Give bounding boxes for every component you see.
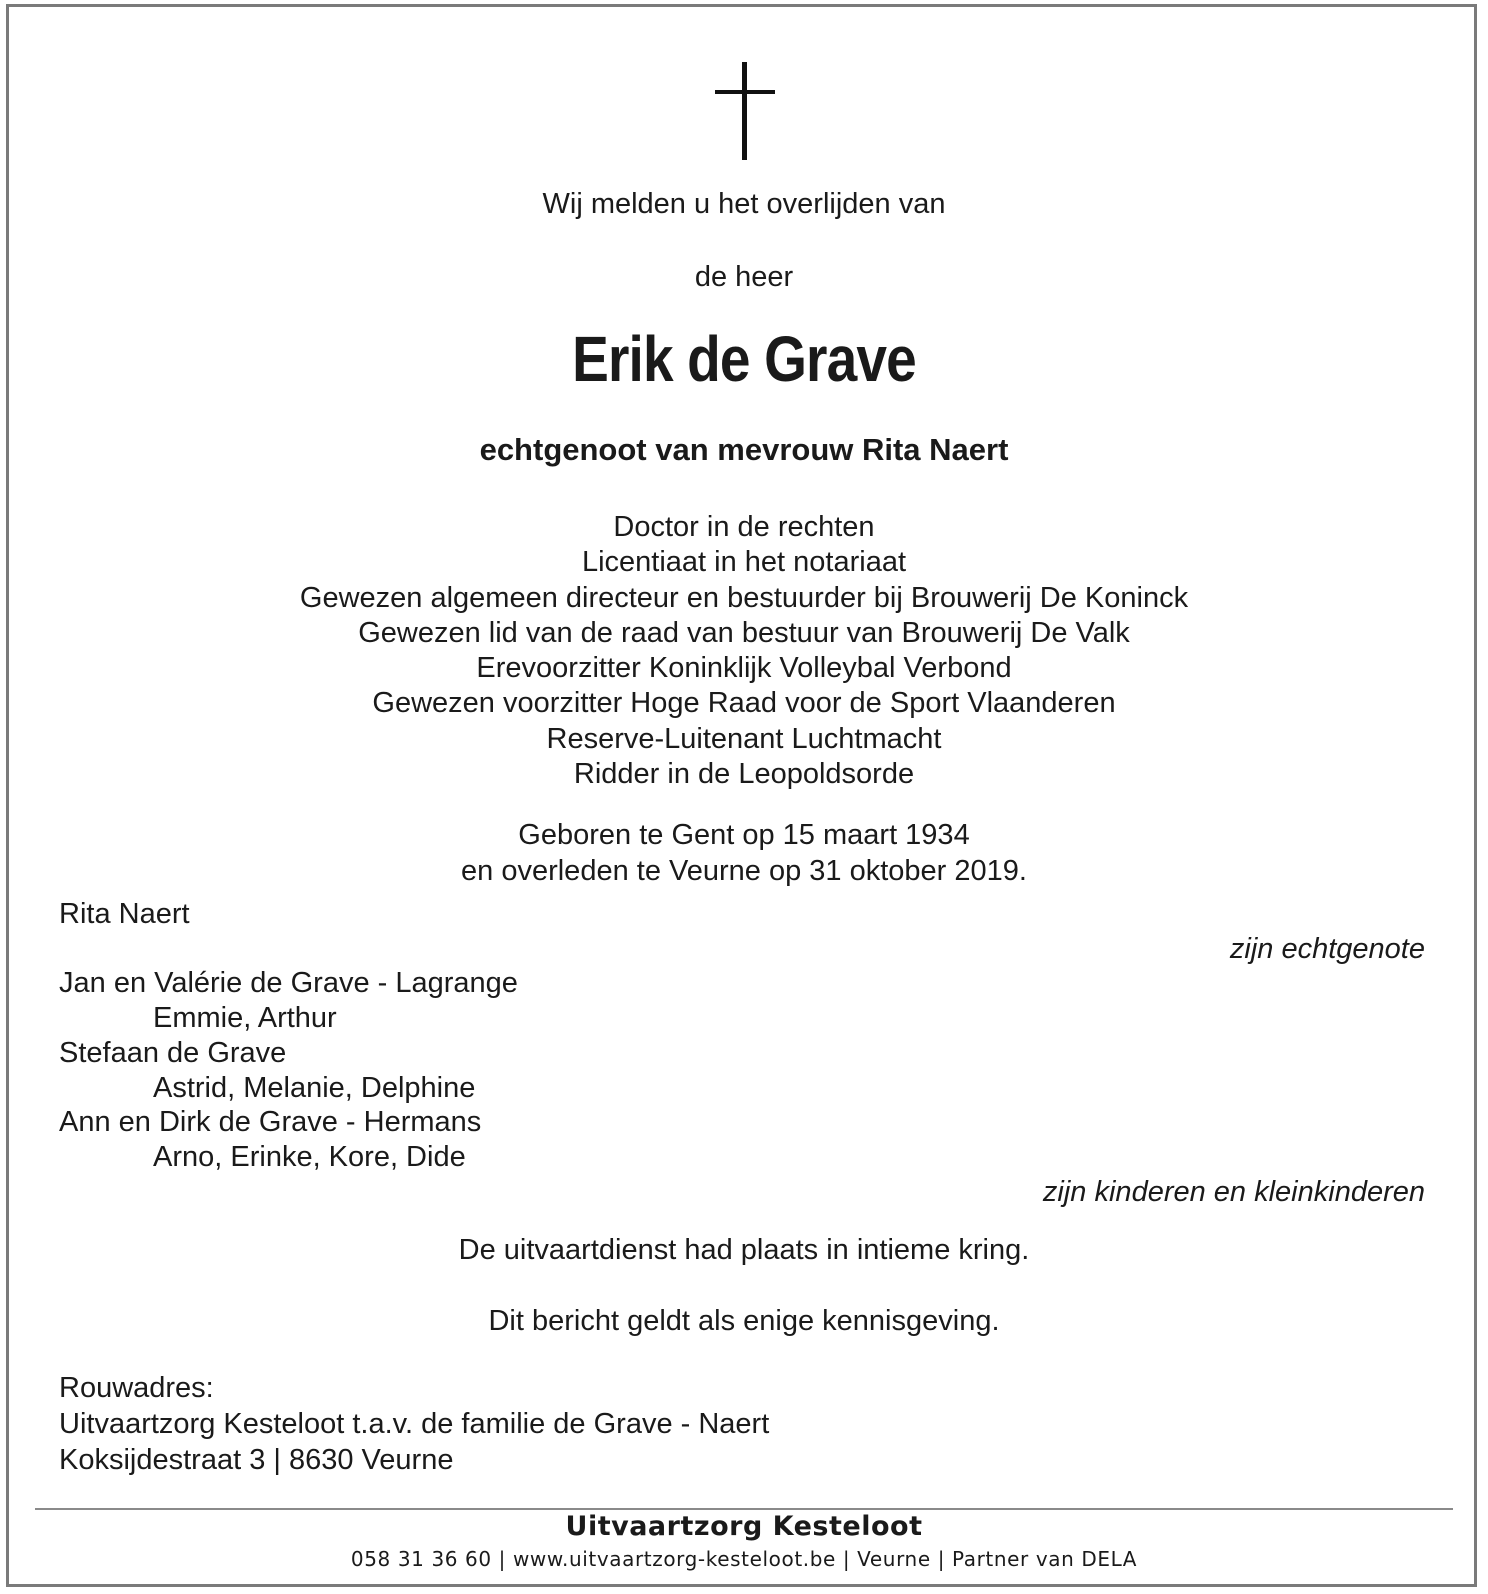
funeral-home-contact: 058 31 36 60 | www.uitvaartzorg-kesteloot.be | Veurne | Partner van DELA	[350, 1547, 1138, 1571]
footer-divider	[35, 1508, 1453, 1510]
spouse-name: Rita Naert	[59, 898, 190, 930]
children-role: zijn kinderen en kleinkinderen	[1042, 1176, 1425, 1208]
child-family: Stefaan de Grave	[59, 1037, 287, 1069]
honor-item: Doctor in de rechten	[613, 511, 875, 543]
life-dates	[0, 817, 1488, 889]
notice-text: Dit bericht geldt als enige kennisgeving.	[488, 1305, 1000, 1337]
notice-frame	[6, 4, 1477, 1587]
child-family: Jan en Valérie de Grave - Lagrange	[59, 967, 518, 999]
honors-list	[0, 510, 1488, 792]
spouse-line: echtgenoot van mevrouw Rita Naert	[479, 432, 1009, 467]
honor-item: Gewezen voorzitter Hoge Raad voor de Sport Vlaanderen	[372, 687, 1116, 720]
death-line: en overleden te Veurne op 31 oktober 2019.	[461, 855, 1027, 887]
honor-item: Gewezen algemeen directeur en bestuurder bij Brouwerij De Koninck	[299, 581, 1189, 614]
mourning-address	[59, 1370, 769, 1478]
deceased-name: Erik de Grave	[572, 323, 916, 395]
cross-icon	[715, 62, 775, 160]
grandchildren: Emmie, Arthur	[153, 1002, 337, 1034]
grandchildren: Astrid, Melanie, Delphine	[153, 1072, 476, 1104]
funeral-text: De uitvaartdienst had plaats in intieme kring.	[458, 1234, 1030, 1266]
honorific: de heer	[694, 261, 794, 293]
grandchildren: Arno, Erinke, Kore, Dide	[153, 1141, 466, 1173]
honor-item: Gewezen lid van de raad van bestuur van Brouwerij De Valk	[358, 616, 1130, 649]
address-line-2: Koksijdestraat 3 | 8630 Veurne	[59, 1444, 454, 1476]
honor-item: Licentiaat in het notariaat	[581, 546, 907, 579]
spouse-role: zijn echtgenote	[1229, 933, 1425, 965]
intro-text: Wij melden u het overlijden van	[542, 188, 946, 220]
child-family: Ann en Dirk de Grave - Hermans	[59, 1106, 482, 1138]
funeral-home-name: Uitvaartzorg Kesteloot	[565, 1511, 923, 1542]
honor-item: Reserve-Luitenant Luchtmacht	[546, 722, 942, 755]
address-line-1: Uitvaartzorg Kesteloot t.a.v. de familie de Grave - Naert	[59, 1408, 770, 1440]
address-label: Rouwadres:	[59, 1372, 214, 1404]
honor-item: Ridder in de Leopoldsorde	[573, 758, 915, 791]
honor-item: Erevoorzitter Koninklijk Volleybal Verbond	[476, 652, 1012, 685]
birth-line: Geboren te Gent op 15 maart 1934	[518, 819, 970, 851]
